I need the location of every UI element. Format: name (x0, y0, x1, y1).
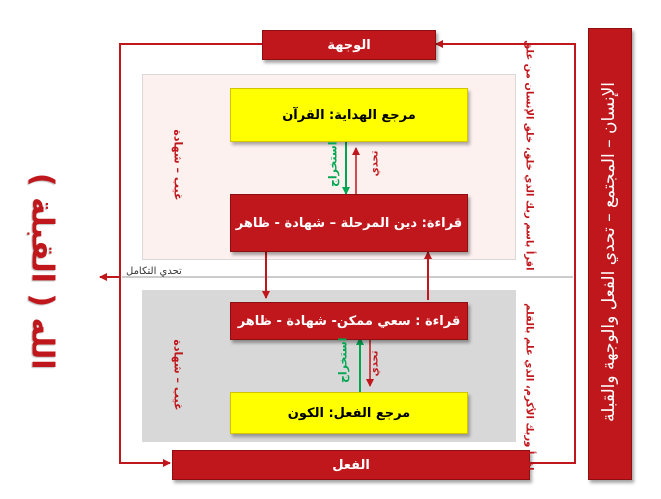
unseen-seen-label-bottom: غيب – شهادة (171, 339, 185, 411)
verse-top: اقرأ باسم ربك الذي خلق، خلق الإنسان من علق (523, 40, 535, 271)
verse-bottom: اقرأ وربك الأكرم، الذي علم بالقلم (523, 303, 535, 471)
reading-religion-box: قراءة: دين المرحلة – شهادة - ظاهر (230, 194, 468, 252)
challenge-label-bottom: تحدي (369, 350, 381, 377)
unseen-seen-label-top: غيب – شهادة (171, 129, 185, 201)
extraction-label-bottom: استخراج (336, 337, 350, 384)
challenge-label-top: تحدي (369, 150, 381, 177)
integration-challenge-label: تحدي التكامل (126, 266, 182, 277)
allah-qibla-title: الله ( القبلة ) (24, 172, 60, 370)
quran-box: مرجع الهداية: القرآن (230, 88, 468, 142)
reading-effort-box: قراءة : سعي ممكن- شهادة - ظاهر (230, 302, 468, 340)
extraction-label-top: استخراج (326, 141, 340, 188)
kawn-box: مرجع الفعل: الكون (230, 392, 468, 434)
destination-box: الوجهة (262, 30, 436, 60)
right-banner-text: الإنسان – المجتمع – تحدي الفعل والوجهة والقبلة (599, 82, 619, 422)
action-box: الفعل (172, 450, 530, 480)
